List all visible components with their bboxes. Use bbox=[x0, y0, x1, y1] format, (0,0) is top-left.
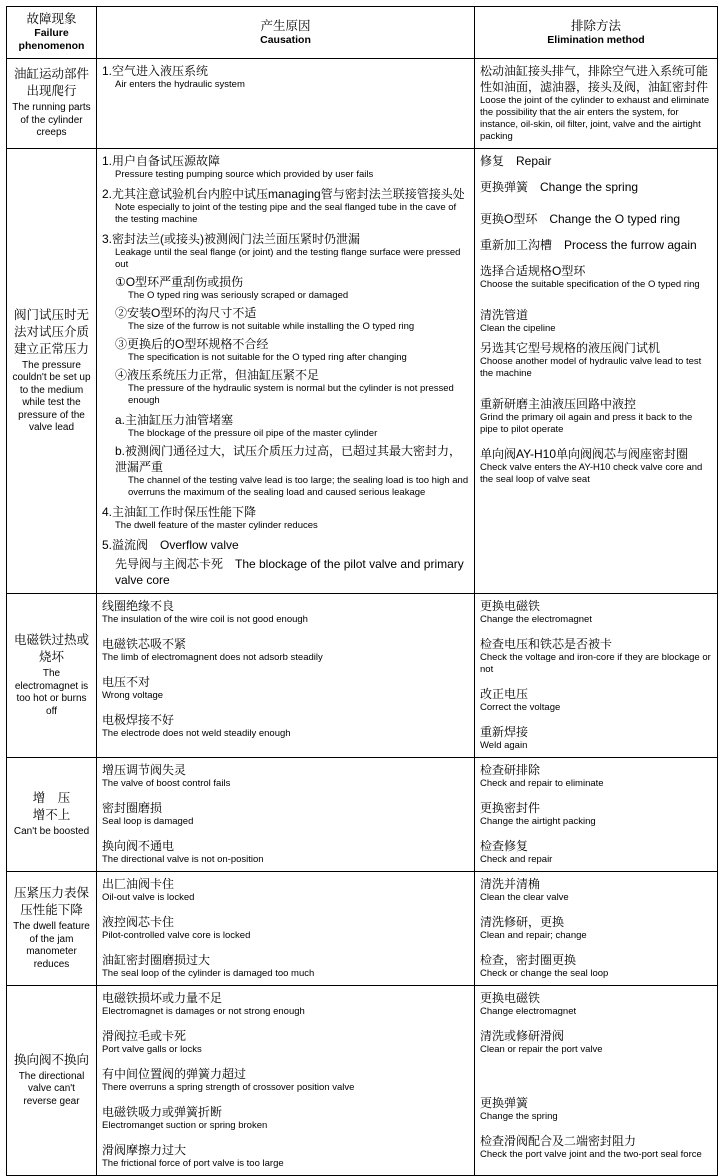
causation-item bbox=[102, 504, 469, 532]
elimination-item bbox=[480, 724, 712, 752]
causation-item bbox=[102, 674, 469, 702]
causation-item-en: The electrode does not weld steadily enough bbox=[102, 728, 291, 739]
causation-item bbox=[102, 636, 469, 664]
causation-item bbox=[102, 274, 469, 302]
failure-phenomenon-cell bbox=[7, 149, 97, 594]
elimination-item bbox=[480, 63, 712, 143]
causation-item-en: Note especially to joint of the testing pipe and the seal flanged tube in the cave of the testing machine bbox=[115, 202, 457, 225]
elimination-item-en: Change electromagnet bbox=[480, 1006, 577, 1017]
failure-phenomenon-cn: 电磁铁过热或烧坏 bbox=[13, 633, 89, 664]
failure-phenomenon-cell bbox=[7, 758, 97, 872]
elimination-cell bbox=[475, 986, 718, 1176]
elimination-item-en: Check valve enters the AY-H10 check valve core and the seal loop of valve seat bbox=[480, 462, 703, 485]
elimination-item bbox=[480, 340, 712, 380]
causation-item-cn: 电压不对 bbox=[102, 675, 151, 689]
elimination-item-cn: 更换O型环 Change the O typed ring bbox=[480, 212, 681, 226]
table-row bbox=[7, 758, 718, 872]
causation-item-cn: 2.尤其注意试验机台内腔中试压managing管与密封法兰联接管接头处 bbox=[102, 187, 465, 201]
elimination-item-cn: 更换弹簧 Change the spring bbox=[480, 180, 639, 194]
elimination-item bbox=[480, 396, 712, 436]
table-row bbox=[7, 149, 718, 594]
causation-item-cn: 密封圈磨损 bbox=[102, 801, 163, 815]
causation-item-cn: 4.主油缸工作时保压性能下降 bbox=[102, 505, 257, 519]
elimination-item-cn: 检查滑阀配合及二端密封阻力 bbox=[480, 1134, 637, 1148]
causation-item-cn: 有中间位置阀的弹簧力超过 bbox=[102, 1067, 247, 1081]
causation-item-cn: b.被测阀门通径过大，试压介质压力过高，已超过其最大密封力，泄漏严重 bbox=[115, 444, 462, 474]
failure-phenomenon-en: The directional valve can't reverse gear bbox=[18, 1070, 85, 1107]
causation-item-en: The frictional force of port valve is too large bbox=[102, 1158, 284, 1169]
elimination-item bbox=[480, 1095, 712, 1123]
failure-phenomenon-cn: 换向阀不换向 bbox=[13, 1052, 89, 1067]
causation-item-cn: ④液压系统压力正常，但油缸压紧不足 bbox=[115, 368, 320, 382]
causation-item-cn: 增压调节阀失灵 bbox=[102, 763, 187, 777]
header-elimination bbox=[475, 7, 718, 59]
causation-item-en: Electromanget suction or spring broken bbox=[102, 1120, 268, 1131]
causation-item-en: The valve of boost control fails bbox=[102, 778, 231, 789]
causation-item-en: The specification is not suitable for the O typed ring after changing bbox=[128, 352, 407, 363]
table-row bbox=[7, 872, 718, 986]
elimination-item bbox=[480, 1066, 712, 1079]
elimination-item-cn: 清洗修研，更换 bbox=[480, 915, 565, 929]
elimination-item-en: Change the electromagnet bbox=[480, 614, 592, 625]
causation-item-cn: 出匚油阀卡住 bbox=[102, 877, 175, 891]
elimination-item-cn: 另选其它型号规格的液压阀门试机 bbox=[480, 341, 661, 355]
causation-item-cn: 5.溢流阀 Overflow valve bbox=[102, 538, 239, 552]
causation-item-cn: 3.密封法兰(或接头)被测阀门法兰面压紧时仍泄漏 bbox=[102, 232, 361, 246]
elimination-item-en: Choose another model of hydraulic valve lead to test the machine bbox=[480, 356, 702, 379]
elimination-cell bbox=[475, 59, 718, 149]
causation-item-en: The blockage of the pressure oil pipe of the master cylinder bbox=[128, 428, 378, 439]
elimination-item-en: Choose the suitable specification of the O typed ring bbox=[480, 279, 700, 290]
causation-item-cn: 电极焊接不好 bbox=[102, 713, 175, 727]
elimination-item bbox=[480, 636, 712, 676]
causation-item-cn: 1.空气进入液压系统 bbox=[102, 64, 209, 78]
failure-phenomenon-cell bbox=[7, 594, 97, 758]
elimination-item-en: Check the port valve joint and the two-port seal force bbox=[480, 1149, 702, 1160]
header-causation-cn: 产生原因 bbox=[260, 18, 311, 33]
elimination-item bbox=[480, 179, 712, 195]
causation-item bbox=[102, 63, 469, 91]
failure-phenomenon-cell bbox=[7, 59, 97, 149]
causation-item-en: The directional valve is not on-position bbox=[102, 854, 264, 865]
causation-item-en: The size of the furrow is not suitable while installing the O typed ring bbox=[128, 321, 415, 332]
causation-item bbox=[102, 537, 469, 553]
causation-item bbox=[102, 914, 469, 942]
elimination-item bbox=[480, 952, 712, 980]
elimination-item bbox=[480, 1133, 712, 1161]
table-row bbox=[7, 59, 718, 149]
elimination-cell bbox=[475, 149, 718, 594]
failure-phenomenon-en: The dwell feature of the jam manometer reduces bbox=[13, 921, 90, 970]
elimination-item-cn: 重新研磨主油液压回路中液控 bbox=[480, 397, 637, 411]
header-causation-en: Causation bbox=[260, 33, 311, 46]
causation-item-en: Wrong voltage bbox=[102, 690, 164, 701]
elimination-item bbox=[480, 237, 712, 253]
causation-item bbox=[102, 443, 469, 499]
causation-item bbox=[102, 598, 469, 626]
table-body bbox=[7, 59, 718, 1176]
elimination-item-cn: 松动油缸接头排气，排除空气进入系统可能性如油面，滤油器，接头及阀，油缸密封件 bbox=[480, 64, 709, 94]
elimination-item-en: Clean the clear valve bbox=[480, 892, 569, 903]
failure-phenomenon-cn: 增 压 增不上 bbox=[32, 790, 71, 822]
elimination-item bbox=[480, 876, 712, 904]
causation-item-en: Port valve galls or locks bbox=[102, 1044, 202, 1055]
table-row bbox=[7, 986, 718, 1176]
header-failure-phenomenon bbox=[7, 7, 97, 59]
causation-item-cn: 油缸密封圈磨损过大 bbox=[102, 953, 211, 967]
failure-phenomenon-en: The electromagnet is too hot or burns off bbox=[14, 668, 89, 717]
elimination-item bbox=[480, 307, 712, 335]
failure-phenomenon-cell bbox=[7, 872, 97, 986]
causation-item bbox=[102, 556, 469, 588]
elimination-item-en: Clean or repair the port valve bbox=[480, 1044, 603, 1055]
causation-item bbox=[102, 1142, 469, 1170]
elimination-item-en: Correct the voltage bbox=[480, 702, 561, 713]
elimination-cell bbox=[475, 872, 718, 986]
causation-cell bbox=[97, 872, 475, 986]
causation-item bbox=[102, 952, 469, 980]
causation-item bbox=[102, 1066, 469, 1094]
header-causation bbox=[97, 7, 475, 59]
elimination-item-cn: 检查电压和铁芯是否被卡 bbox=[480, 637, 613, 651]
causation-item-cn: 滑阀拉毛或卡死 bbox=[102, 1029, 187, 1043]
causation-cell bbox=[97, 59, 475, 149]
causation-item bbox=[102, 412, 469, 440]
elimination-item-cn: 选择合适规格O型环 bbox=[480, 264, 586, 278]
failure-phenomenon-en: Can't be boosted bbox=[13, 825, 90, 837]
elimination-item bbox=[480, 153, 712, 169]
causation-item bbox=[102, 800, 469, 828]
elimination-item-en: Grind the primary oil again and press it back to the pipe to pilot operate bbox=[480, 412, 693, 435]
causation-item-cn: ①O型环严重刮伤或损伤 bbox=[115, 275, 244, 289]
elimination-item-cn: 改正电压 bbox=[480, 687, 529, 701]
causation-item-cn: ③更换后的O型环规格不合经 bbox=[115, 337, 269, 351]
elimination-item-cn: 单向阀AY-H10单向阀阀芯与阀座密封圈 bbox=[480, 447, 689, 461]
elimination-item-cn: 检查研排除 bbox=[480, 763, 541, 777]
causation-item-en: The pressure of the hydraulic system is normal but the cylinder is not pressed enough bbox=[128, 383, 454, 406]
elimination-item-en: Check and repair to eliminate bbox=[480, 778, 604, 789]
causation-item bbox=[102, 762, 469, 790]
elimination-item-en: Check and repair bbox=[480, 854, 553, 865]
causation-item-cn: ②安装O型环的沟尺寸不适 bbox=[115, 306, 257, 320]
causation-item bbox=[102, 1028, 469, 1056]
elimination-item-en: Weld again bbox=[480, 740, 528, 751]
causation-item-cn: 换向阀不通电 bbox=[102, 839, 175, 853]
elimination-cell bbox=[475, 594, 718, 758]
causation-item-en: The limb of electromagnent does not adsorb steadily bbox=[102, 652, 323, 663]
elimination-item-cn: 更换弹簧 bbox=[480, 1096, 529, 1110]
elimination-item bbox=[480, 263, 712, 291]
causation-item-cn: 电磁铁芯吸不紧 bbox=[102, 637, 187, 651]
elimination-item-en: Change the spring bbox=[480, 1111, 558, 1122]
causation-item-en: The channel of the testing valve lead is too large; the sealing load is too high and overruns the maximum of the sealing load and caused serious leakage bbox=[128, 475, 469, 498]
causation-item-en: Pressure testing pumping source which provided by user fails bbox=[115, 169, 374, 180]
causation-item-cn: 滑阀摩擦力过大 bbox=[102, 1143, 187, 1157]
causation-item bbox=[102, 153, 469, 181]
elimination-item-cn: 更换电磁铁 bbox=[480, 599, 541, 613]
elimination-item-cn: 更换电磁铁 bbox=[480, 991, 541, 1005]
elimination-item-en: Check the voltage and iron-core if they are blockage or not bbox=[480, 652, 711, 675]
causation-item bbox=[102, 712, 469, 740]
causation-item bbox=[102, 838, 469, 866]
causation-item-en: The dwell feature of the master cylinder reduces bbox=[115, 520, 318, 531]
elimination-item bbox=[480, 1028, 712, 1056]
elimination-item bbox=[480, 990, 712, 1018]
table-row bbox=[7, 594, 718, 758]
header-failure-phenomenon-en: Failure phenomenon bbox=[18, 27, 85, 52]
elimination-item-cn: 重新加工沟槽 Process the furrow again bbox=[480, 238, 697, 252]
causation-item bbox=[102, 231, 469, 271]
causation-item bbox=[102, 305, 469, 333]
causation-item bbox=[102, 876, 469, 904]
causation-item-cn: a.主油缸压力油管堵塞 bbox=[115, 413, 234, 427]
causation-item bbox=[102, 336, 469, 364]
header-elimination-en: Elimination method bbox=[547, 33, 645, 46]
elimination-item bbox=[480, 446, 712, 486]
elimination-item-cn: 清洗或修研滑阀 bbox=[480, 1029, 565, 1043]
causation-item-en: Leakage until the seal flange (or joint) and the testing flange surface were pressed out bbox=[115, 247, 461, 270]
elimination-item bbox=[480, 598, 712, 626]
causation-item-en: Oil-out valve is locked bbox=[102, 892, 195, 903]
elimination-item bbox=[480, 762, 712, 790]
causation-item-en: There overruns a spring strength of crossover position valve bbox=[102, 1082, 355, 1093]
elimination-item bbox=[480, 838, 712, 866]
causation-cell bbox=[97, 758, 475, 872]
elimination-cell bbox=[475, 758, 718, 872]
failure-phenomenon-en: The running parts of the cylinder creeps bbox=[12, 102, 91, 139]
causation-item bbox=[102, 990, 469, 1018]
elimination-item-cn: 检查修复 bbox=[480, 839, 529, 853]
causation-item-cn: 线圈绝缘不良 bbox=[102, 599, 175, 613]
causation-cell bbox=[97, 149, 475, 594]
causation-cell bbox=[97, 986, 475, 1176]
causation-item bbox=[102, 1104, 469, 1132]
causation-item-cn: 先导阀与主阀芯卡死 The blockage of the pilot valve and primary valve core bbox=[115, 557, 464, 587]
causation-item bbox=[102, 367, 469, 407]
causation-cell bbox=[97, 594, 475, 758]
causation-item-en: The seal loop of the cylinder is damaged too much bbox=[102, 968, 315, 979]
causation-item-cn: 1.用户自备试压源故障 bbox=[102, 154, 221, 168]
elimination-item bbox=[480, 686, 712, 714]
failure-phenomenon-cn: 压紧压力表保压性能下降 bbox=[13, 886, 89, 917]
causation-item-en: The insulation of the wire coil is not good enough bbox=[102, 614, 308, 625]
causation-item-en: Seal loop is damaged bbox=[102, 816, 194, 827]
elimination-item bbox=[480, 211, 712, 227]
causation-item-en: Pilot-controlled valve core is locked bbox=[102, 930, 251, 941]
causation-item-cn: 液控阀芯卡住 bbox=[102, 915, 175, 929]
elimination-item-cn: 修复 Repair bbox=[480, 154, 552, 168]
elimination-item-cn: 更换密封件 bbox=[480, 801, 541, 815]
elimination-item-cn: 检查，密封圈更换 bbox=[480, 953, 577, 967]
troubleshooting-table bbox=[6, 6, 718, 1176]
elimination-item bbox=[480, 914, 712, 942]
elimination-item-cn: 清洗管道 bbox=[480, 308, 529, 322]
elimination-item-en: Clean and repair; change bbox=[480, 930, 587, 941]
table-header-row bbox=[7, 7, 718, 59]
elimination-item bbox=[480, 800, 712, 828]
causation-item-cn: 电磁铁吸力或弹簧折断 bbox=[102, 1105, 223, 1119]
failure-phenomenon-cn: 油缸运动部件出现爬行 bbox=[13, 67, 89, 99]
elimination-item-en: Check or change the seal loop bbox=[480, 968, 609, 979]
elimination-item-en: Clean the cipeline bbox=[480, 323, 556, 334]
causation-item-en: Air enters the hydraulic system bbox=[115, 79, 245, 90]
header-failure-phenomenon-cn: 故障现象 bbox=[26, 12, 77, 26]
elimination-item-en: Loose the joint of the cylinder to exhaust and eliminate the possibility that the air enters the system, for instance, oil-skin, oil filter, joint, valve and the airtight packing bbox=[480, 95, 710, 142]
causation-item-en: Electromagnet is damages or not strong enough bbox=[102, 1006, 305, 1017]
elimination-item-cn: 重新焊接 bbox=[480, 725, 529, 739]
failure-phenomenon-cell bbox=[7, 986, 97, 1176]
failure-phenomenon-cn: 阀门试压时无法对试压介质建立正常压力 bbox=[13, 307, 89, 356]
header-elimination-cn: 排除方法 bbox=[570, 18, 621, 33]
elimination-item-cn: 清洗并清桷 bbox=[480, 877, 541, 891]
failure-phenomenon-en: The pressure couldn't be set up to the medium while test the pressure of the valve lead bbox=[12, 359, 91, 433]
elimination-item-en: Change the airtight packing bbox=[480, 816, 596, 827]
causation-item-cn: 电磁铁损坏或力量不足 bbox=[102, 991, 223, 1005]
causation-item-en: The O typed ring was seriously scraped or damaged bbox=[128, 290, 349, 301]
causation-item bbox=[102, 186, 469, 226]
